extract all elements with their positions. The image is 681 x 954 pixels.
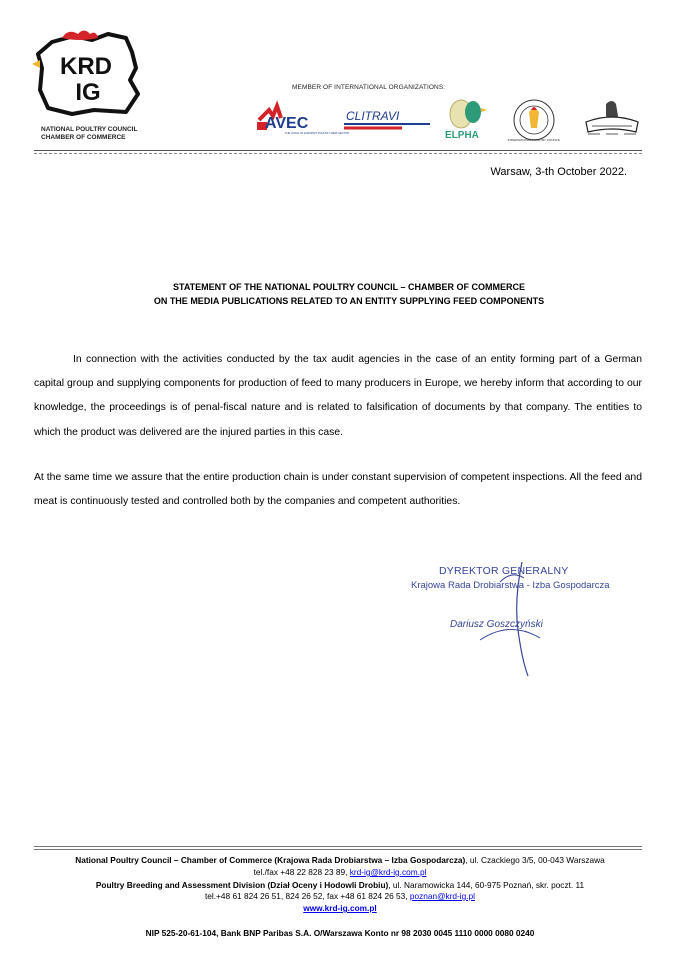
footer-division-line <box>20 880 660 892</box>
elpha-text: ELPHA <box>445 130 479 141</box>
avec-sub-text: THE VOICE OF EUROPE'S POULTRY MEAT SECTOR <box>285 132 350 135</box>
org-caption <box>41 126 137 142</box>
statement-title <box>34 280 664 308</box>
footer-division-contact <box>20 891 660 903</box>
footer-division-phone: tel.+48 61 824 26 51, 824 26 52, fax +48 61 824 26 53, <box>205 891 410 901</box>
footer-contact-line <box>20 867 660 879</box>
body-paragraph-1: In connection with the activities conducted by the tax audit agencies in the case of an entity forming part of a German capital group and supplying components for production of feed to many producers in Europe, we hereby inform that according to our knowledge, the proceedings is of penal-fiscal nature and is related to falsification of documents by that company. The entities to which the product was delivered are the injured parties in this case. <box>34 354 642 438</box>
footer-org-address: , ul. Czackiego 3/5, 00-043 Warszawa <box>465 855 605 865</box>
footer-division-address: , ul. Naramowicka 144, 60-975 Poznań, skr. poczt. 11 <box>388 880 585 890</box>
elpha-logo <box>443 98 491 142</box>
signatory-title: DYREKTOR GENERALNY <box>439 565 569 577</box>
ipc-logo <box>503 98 565 142</box>
header-divider <box>34 150 642 151</box>
org-caption-line1: NATIONAL POULTRY COUNCIL <box>41 126 138 133</box>
footer-website-link[interactable]: www.krd-ig.com.pl <box>303 903 377 913</box>
footer-division-email-link[interactable]: poznan@krd-ig.pl <box>409 891 475 901</box>
footer-divider-2 <box>34 849 642 850</box>
footer-phone: tel./fax +48 22 828 23 89, <box>253 867 350 877</box>
footer-org-name: National Poultry Council – Chamber of Commerce (Krajowa Rada Drobiarstwa – Izba Gospodarcza) <box>75 855 466 865</box>
krd-ig-logo <box>34 28 144 118</box>
signatory-organization: Krajowa Rada Drobiarstwa - Izba Gospodarcza <box>411 580 610 591</box>
org-caption-line2: CHAMBER OF COMMERCE <box>41 134 126 141</box>
footer-website-line <box>20 903 660 915</box>
footer-email-link[interactable]: krd-ig@krd-ig.com.pl <box>349 867 427 877</box>
header-divider-dashed <box>34 153 642 154</box>
title-line1: STATEMENT OF THE NATIONAL POULTRY COUNCIL – CHAMBER OF COMMERCE <box>173 282 525 292</box>
footer-division-name: Poultry Breeding and Assessment Division (Dział Oceny i Hodowli Drobiu) <box>95 880 389 890</box>
logo-text-top: KRD <box>60 53 112 80</box>
rooster-emblem-logo <box>582 98 642 142</box>
footer-divider <box>34 846 642 847</box>
ipc-text: INTERNATIONAL POULTRY COUNCIL <box>507 138 561 142</box>
member-caption: MEMBER OF INTERNATIONAL ORGANIZATIONS: <box>292 84 446 91</box>
clitravi-text: CLITRAVI <box>346 109 400 123</box>
logo-text-bottom: IG <box>75 79 101 106</box>
footer-bank-line: NIP 525-20-61-104, Bank BNP Paribas S.A. O/Warszawa Konto nr 98 2030 0045 1110 0000 0080 0240 <box>145 928 535 938</box>
footer-address-line <box>20 855 660 867</box>
body-paragraph-2: At the same time we assure that the entire production chain is under constant supervision of competent inspections. All the feed and meat is continuously tested and controlled both by the companies and competent authorities. <box>34 472 642 508</box>
signatory-name: Dariusz Goszczyński <box>450 619 543 630</box>
title-line2: ON THE MEDIA PUBLICATIONS RELATED TO AN ENTITY SUPPLYING FEED COMPONENTS <box>153 296 545 306</box>
document-date: Warsaw, 3-th October 2022. <box>490 166 627 178</box>
clitravi-logo <box>342 98 434 142</box>
avec-text: AVEC <box>265 115 309 132</box>
avec-logo <box>255 98 350 142</box>
